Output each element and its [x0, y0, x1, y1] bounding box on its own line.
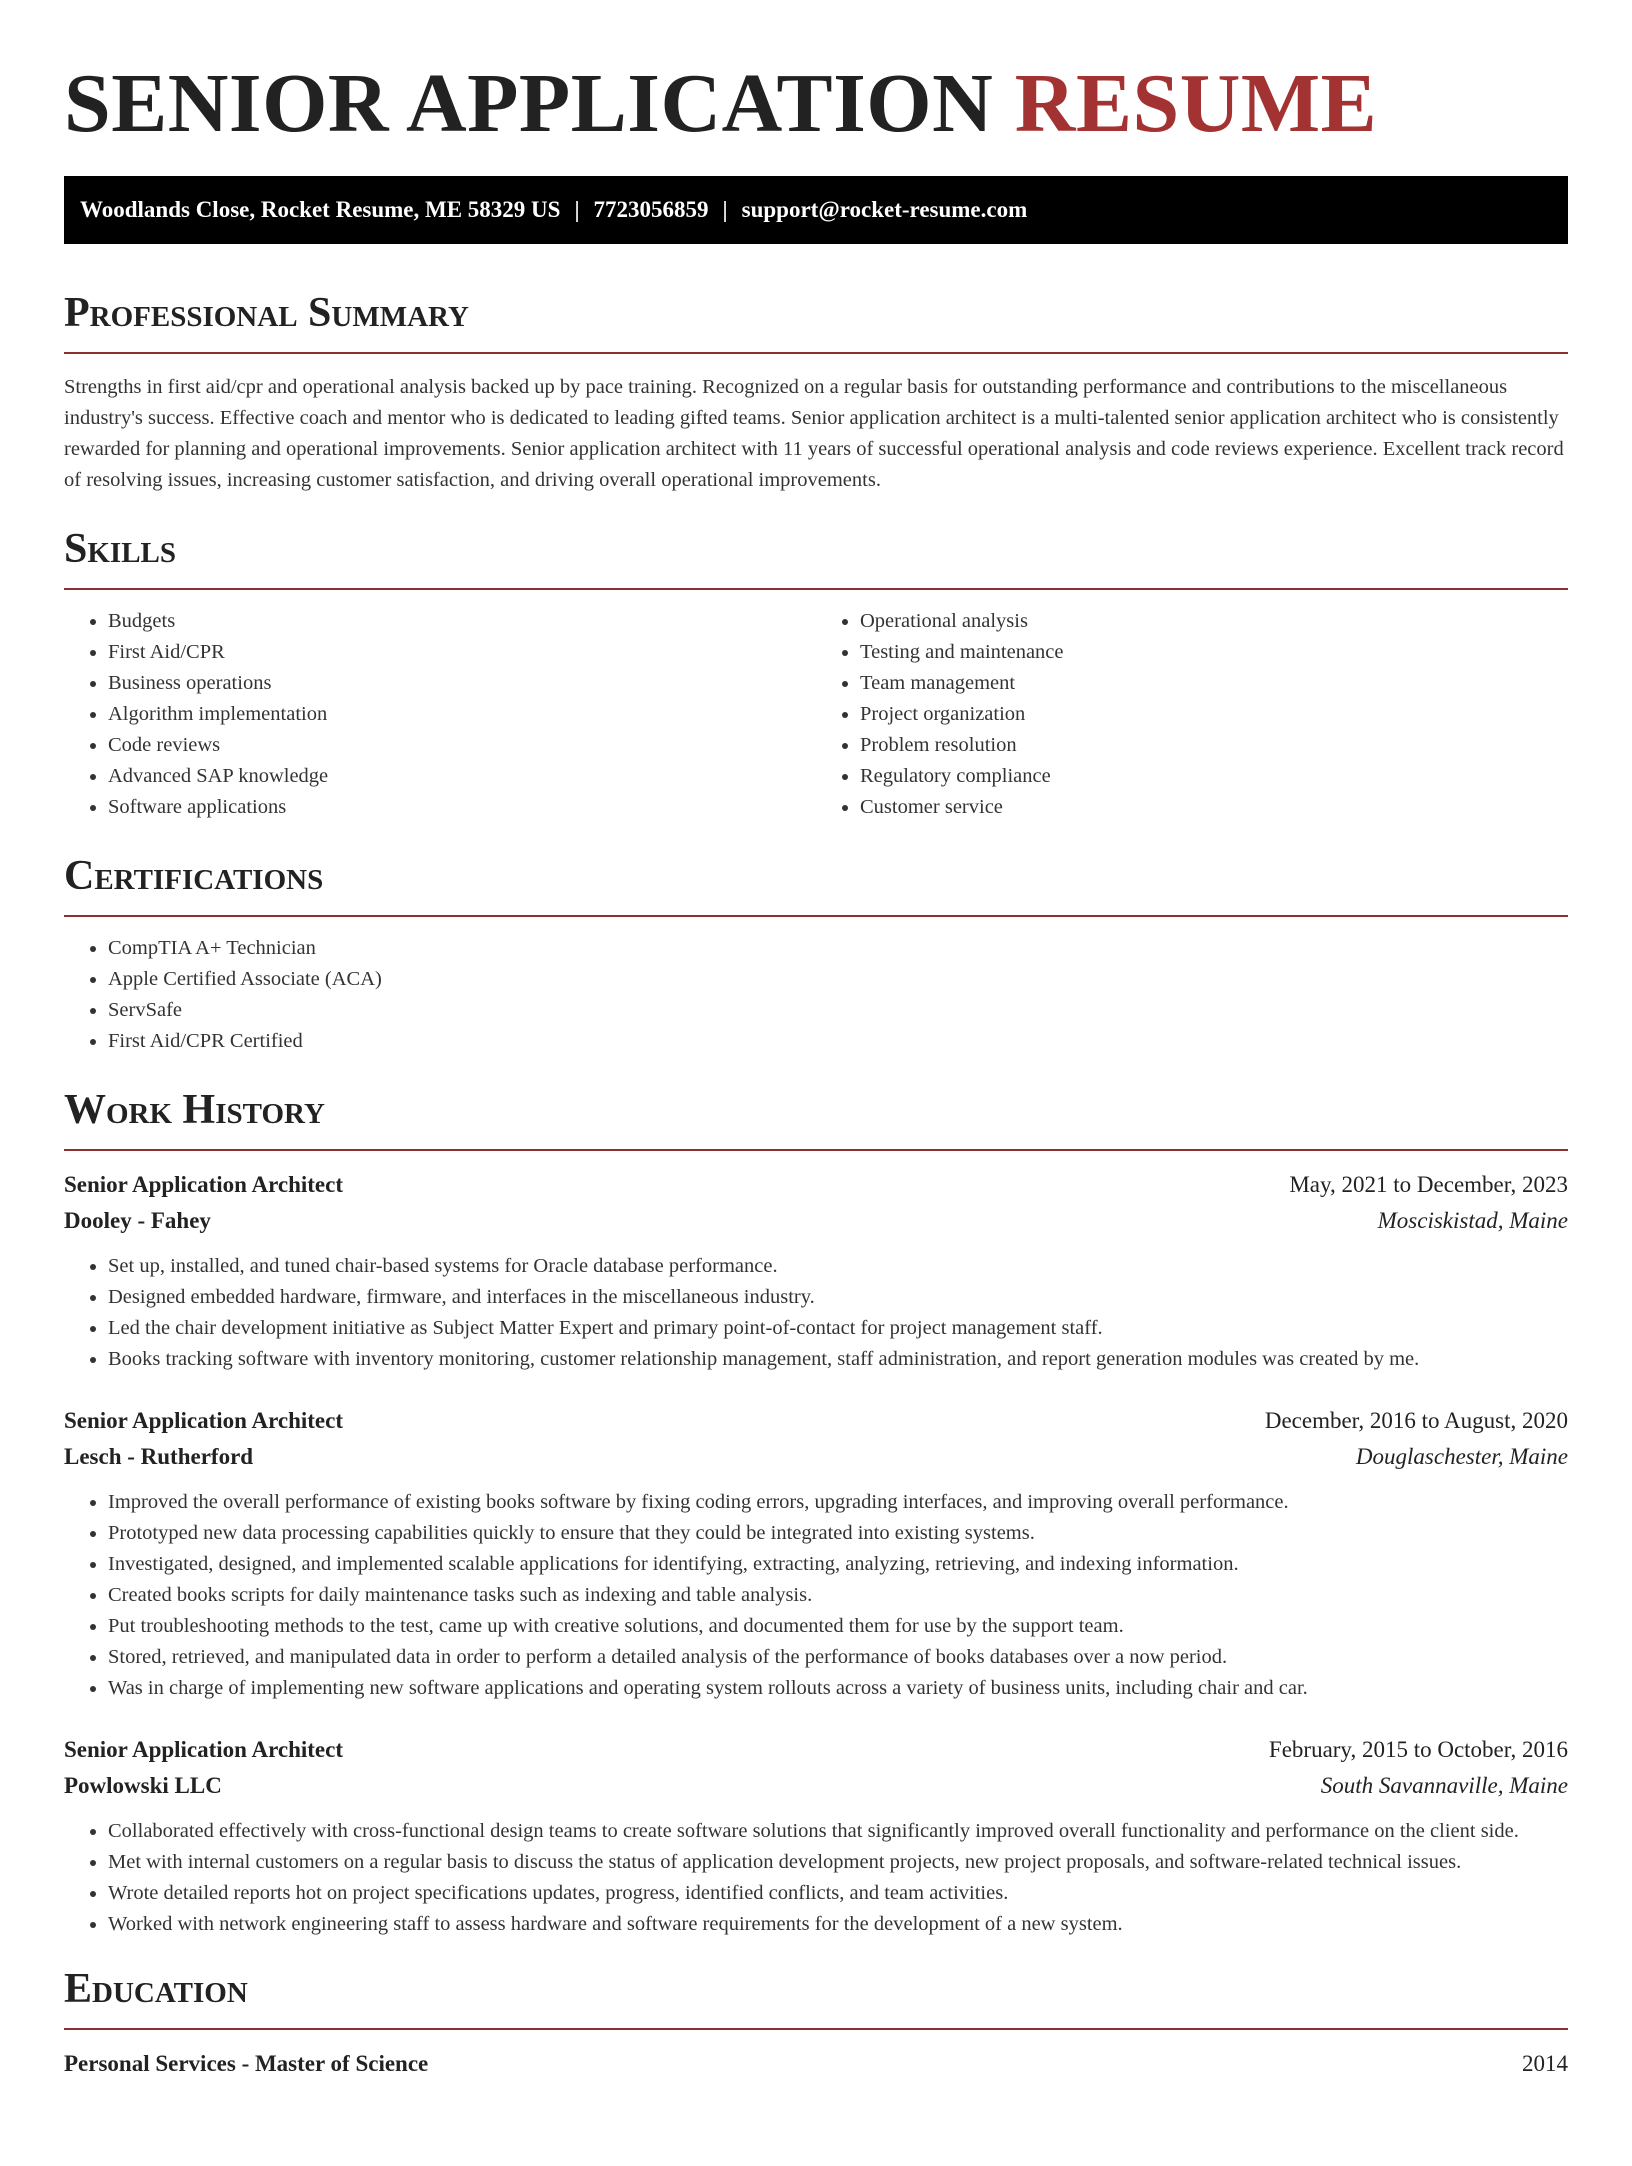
job-header-row	[64, 1732, 1568, 1768]
job-company-row	[64, 1768, 1568, 1804]
certification-item: • First Aid/CPR Certified	[108, 1026, 1568, 1057]
contact-email: support@rocket-resume.com	[741, 197, 1028, 222]
job-bullet: • Met with internal customers on a regular basis to discuss the status of application development projects, new project proposals, and software-related technical issues.	[108, 1847, 1568, 1878]
skill-item: • Problem resolution	[860, 730, 1568, 761]
skill-item: • Advanced SAP knowledge	[108, 761, 816, 792]
skills-list-left	[64, 606, 816, 823]
job-bullet: • Prototyped new data processing capabilities quickly to ensure that they could be integrated into existing systems.	[108, 1518, 1568, 1549]
job-company: Powlowski LLC	[64, 1773, 222, 1798]
job-bullet: • Collaborated effectively with cross-functional design teams to create software solutions that significantly improved overall functionality and performance on the client side.	[108, 1816, 1568, 1847]
skill-item: • Testing and maintenance	[860, 637, 1568, 668]
job-bullet: • Worked with network engineering staff to assess hardware and software requirements for the development of a new system.	[108, 1909, 1568, 1940]
skill-item: • Code reviews	[108, 730, 816, 761]
work-history-heading: Work History	[64, 1085, 1568, 1151]
job-title: Senior Application Architect	[64, 1408, 343, 1433]
job-header-row	[64, 1403, 1568, 1439]
job-bullet: • Wrote detailed reports hot on project specifications updates, progress, identified conflicts, and team activities.	[108, 1878, 1568, 1909]
job-bullet: • Stored, retrieved, and manipulated data in order to perform a detailed analysis of the performance of books databases over a now period.	[108, 1642, 1568, 1673]
job-company-row	[64, 1439, 1568, 1475]
contact-separator: |	[722, 197, 728, 222]
skills-heading: Skills	[64, 524, 1568, 590]
job-bullet: • Improved the overall performance of existing books software by fixing coding errors, upgrading interfaces, and improving overall performance.	[108, 1487, 1568, 1518]
skills-columns	[64, 590, 1568, 823]
certifications-heading: Certifications	[64, 851, 1568, 917]
job-entry	[64, 1732, 1568, 1940]
job-dates: December, 2016 to August, 2020	[1264, 1408, 1568, 1433]
job-bullet: • Created books scripts for daily maintenance tasks such as indexing and table analysis.	[108, 1580, 1568, 1611]
job-dates: February, 2015 to October, 2016	[1268, 1737, 1568, 1762]
contact-separator: |	[574, 197, 580, 222]
summary-text: Strengths in first aid/cpr and operational analysis backed up by pace training. Recognized on a regular basis for outstanding performance and contributions to the miscellaneous industry's success. Effective coach and mentor who is dedicated to leading gifted teams. Senior application architect is a multi-talented senior application architect who is consistently rewarded for planning and operational improvements. Senior application architect with 11 years of successful operational analysis and code reviews experience. Excellent track record of resolving issues, increasing customer satisfaction, and driving overall operational improvements.	[64, 376, 1564, 491]
skill-item: • Operational analysis	[860, 606, 1568, 637]
job-title: Senior Application Architect	[64, 1172, 343, 1197]
job-location: Douglaschester, Maine	[1355, 1444, 1568, 1469]
skills-list-right	[816, 606, 1568, 823]
summary-heading: Professional Summary	[64, 288, 1568, 354]
certification-item: • ServSafe	[108, 995, 1568, 1026]
resume-page	[64, 54, 1568, 2082]
contact-address: Woodlands Close, Rocket Resume, ME 58329 US	[80, 197, 561, 222]
skill-item: • Customer service	[860, 792, 1568, 823]
certifications-list	[64, 933, 1568, 1057]
job-bullet: • Set up, installed, and tuned chair-based systems for Oracle database performance.	[108, 1251, 1568, 1282]
skill-item: • Budgets	[108, 606, 816, 637]
skill-item: • Business operations	[108, 668, 816, 699]
skill-item: • First Aid/CPR	[108, 637, 816, 668]
job-bullet: • Investigated, designed, and implemented scalable applications for identifying, extracting, analyzing, retrieving, and indexing information.	[108, 1549, 1568, 1580]
education-heading: Education	[64, 1964, 1568, 2030]
contact-bar	[64, 176, 1568, 244]
job-entry	[64, 1403, 1568, 1704]
job-bullet: • Led the chair development initiative as Subject Matter Expert and primary point-of-contact for project management staff.	[108, 1313, 1568, 1344]
job-bullet: • Was in charge of implementing new software applications and operating system rollouts across a variety of business units, including chair and car.	[108, 1673, 1568, 1704]
job-company: Dooley - Fahey	[64, 1208, 211, 1233]
certification-item: • CompTIA A+ Technician	[108, 933, 1568, 964]
job-location: South Savannaville, Maine	[1320, 1773, 1568, 1798]
education-year: 2014	[1522, 2051, 1568, 2076]
contact-phone: 7723056859	[593, 197, 709, 222]
title-main: SENIOR APPLICATION	[64, 57, 994, 150]
job-bullet: • Put troubleshooting methods to the test, came up with creative solutions, and documented them for use by the support team.	[108, 1611, 1568, 1642]
job-bullets	[64, 1816, 1568, 1940]
skill-item: • Team management	[860, 668, 1568, 699]
skill-item: • Project organization	[860, 699, 1568, 730]
resume-title	[64, 54, 1568, 154]
job-bullet: • Books tracking software with inventory monitoring, customer relationship management, staff administration, and report generation modules was created by me.	[108, 1344, 1568, 1375]
job-header-row	[64, 1167, 1568, 1203]
certification-item: • Apple Certified Associate (ACA)	[108, 964, 1568, 995]
job-company: Lesch - Rutherford	[64, 1444, 254, 1469]
job-company-row	[64, 1203, 1568, 1239]
job-dates: May, 2021 to December, 2023	[1289, 1172, 1568, 1197]
job-bullets	[64, 1487, 1568, 1704]
job-entry	[64, 1167, 1568, 1375]
job-title: Senior Application Architect	[64, 1737, 343, 1762]
skill-item: • Regulatory compliance	[860, 761, 1568, 792]
job-bullets	[64, 1251, 1568, 1375]
skill-item: • Algorithm implementation	[108, 699, 816, 730]
education-entry	[64, 2046, 1568, 2082]
skill-item: • Software applications	[108, 792, 816, 823]
education-degree: Personal Services - Master of Science	[64, 2051, 429, 2076]
job-location: Mosciskistad, Maine	[1377, 1208, 1568, 1233]
title-accent: RESUME	[1014, 57, 1378, 150]
job-bullet: • Designed embedded hardware, firmware, and interfaces in the miscellaneous industry.	[108, 1282, 1568, 1313]
